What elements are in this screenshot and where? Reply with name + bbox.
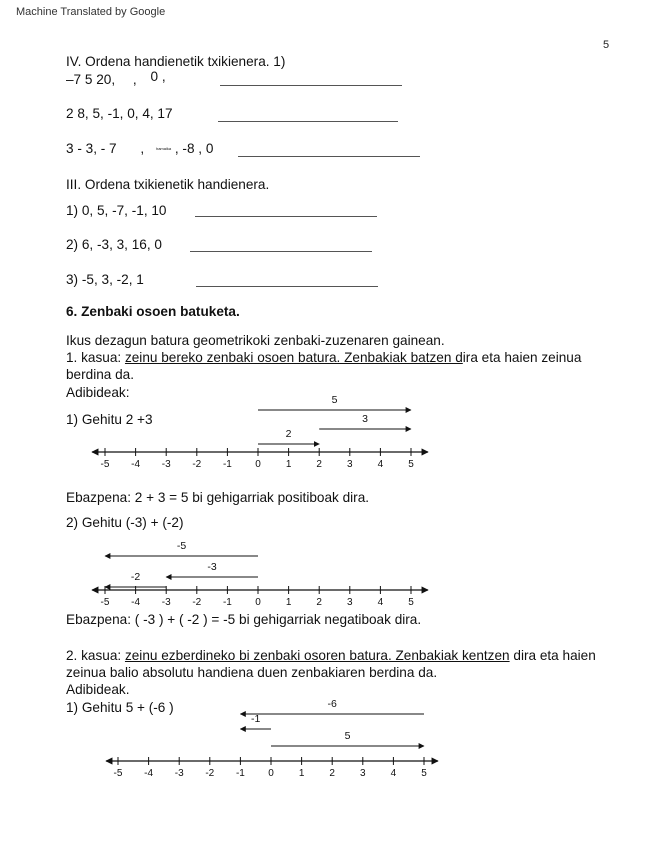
tick-label: -1 [222, 459, 232, 470]
tick-label: 1 [285, 459, 292, 470]
case-rule-rest: ira eta haien zeinua berdina da. [66, 350, 582, 382]
arrow-label: 2 [285, 428, 292, 440]
tick-label: 1 [298, 768, 305, 779]
arrow-label: -2 [130, 571, 141, 583]
example-2-label: 2) Gehitu (-3) + (-2) [66, 515, 184, 530]
tick-label: -3 [174, 768, 184, 779]
tick-label: 2 [316, 597, 322, 608]
tick-label: -3 [161, 459, 171, 470]
arrow-label: 5 [344, 730, 351, 742]
diagram-ex2 [92, 540, 428, 608]
arrow-label: 3 [362, 413, 369, 425]
diagram-ex1 [92, 394, 428, 470]
tick-label: 4 [377, 459, 384, 470]
example-1-solution: Ebazpena: 2 + 3 = 5 bi gehigarriak positiboak dira. [66, 490, 370, 505]
page-number: 5 [603, 39, 610, 51]
case-label: 1. kasua: [66, 350, 125, 365]
examples-label-2: Adibideak. [66, 682, 130, 697]
section-iv-title: IV. Ordena handienetik txikienera. 1) [66, 54, 286, 69]
arrow-label: 5 [331, 394, 338, 406]
tick-label: 5 [408, 597, 414, 608]
tick-label: 3 [347, 597, 353, 608]
tick-label: -5 [100, 597, 110, 608]
case-rule-rest: dira eta haien zeinua balio absolutu handiena duen zenbakiaren berdina da. [66, 648, 596, 680]
item-text: –7 5 20, [66, 72, 116, 87]
arrow-label: -3 [207, 561, 217, 573]
tick-label: -5 [113, 768, 123, 779]
example-2-solution: Ebazpena: ( -3 ) + ( -2 ) = -5 bi gehigarriak negatiboak dira. [66, 612, 422, 627]
examples-label: Adibideak: [66, 385, 130, 400]
item-text: 3 - 3, - 7 [66, 141, 117, 156]
tick-label: 3 [347, 459, 353, 470]
arrow-label: -1 [251, 713, 261, 725]
tick-label: 2 [316, 459, 322, 470]
section-iii-item-3: 3) -5, 3, -2, 1 [66, 272, 144, 287]
tick-label: -1 [222, 597, 232, 608]
tick-label: 5 [408, 459, 414, 470]
section-iii-item-2: 2) 6, -3, 3, 16, 0 [66, 237, 162, 252]
tick-label: 1 [285, 597, 292, 608]
tick-label: -5 [100, 459, 110, 470]
tick-label: -2 [205, 768, 215, 779]
tick-label: -2 [192, 459, 202, 470]
item-text: , [132, 72, 137, 87]
item-text: , [140, 141, 145, 156]
item-text: 0 , [150, 69, 166, 84]
tick-label: 0 [255, 597, 261, 608]
case-2-paragraph [66, 648, 614, 681]
tick-label: 0 [268, 768, 274, 779]
example-3-label: 1) Gehitu 5 + (-6 ) [66, 700, 174, 715]
arrow-label: -5 [176, 540, 187, 552]
tick-label: -4 [131, 459, 141, 470]
section-iv-item-2: 2 8, 5, -1, 0, 4, 17 [66, 106, 173, 121]
tick-label: 2 [329, 768, 335, 779]
tick-label: 3 [360, 768, 366, 779]
tick-label: 5 [421, 768, 427, 779]
case-rule: zeinu ezberdineko bi zenbaki osoren batura. Zenbakiak kentzen [124, 648, 510, 663]
case-label: 2. kasua: [66, 648, 125, 663]
tick-label: -4 [144, 768, 154, 779]
tick-label: -2 [192, 597, 202, 608]
arrow-label: -6 [327, 698, 337, 710]
tiny-word: hamaika [155, 146, 172, 152]
section-6-title: 6. Zenbaki osoen batuketa. [66, 304, 240, 319]
tick-label: 4 [377, 597, 384, 608]
translation-header: Machine Translated by Google [16, 6, 166, 18]
intro-text: Ikus dezagun batura geometrikoki zenbaki-zuzenaren gainean. [66, 333, 445, 348]
section-iii-title: III. Ordena txikienetik handienera. [66, 177, 270, 192]
tick-label: -4 [131, 597, 141, 608]
tick-label: -1 [235, 768, 245, 779]
tick-label: 4 [390, 768, 397, 779]
item-text: , -8 , 0 [174, 141, 214, 156]
case-rule: zeinu bereko zenbaki osoen batura. Zenbakiak batzen d [124, 350, 463, 365]
section-iii-item-1: 1) 0, 5, -7, -1, 10 [66, 203, 167, 218]
tick-label: -3 [161, 597, 171, 608]
example-1-label: 1) Gehitu 2 +3 [66, 412, 153, 427]
tick-label: 0 [255, 459, 261, 470]
